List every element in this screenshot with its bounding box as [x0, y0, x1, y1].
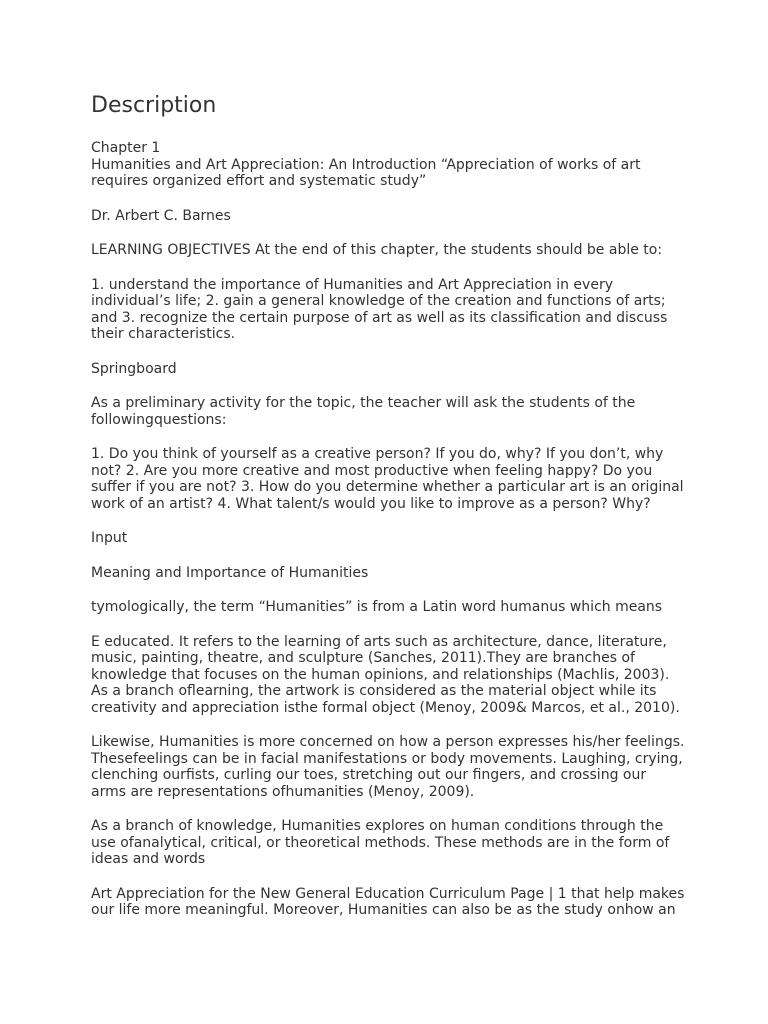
paragraph	[91, 395, 691, 428]
paragraph-line: As a branch of knowledge, Humanities explores on human conditions through the	[91, 818, 664, 834]
paragraph	[91, 446, 691, 512]
paragraph	[91, 565, 691, 582]
paragraph-line: knowledge that focuses on the human opinions, and relationships (Machlis, 2003).	[91, 666, 670, 683]
paragraph-line: LEARNING OBJECTIVES At the end of this chapter, the students should be able to:	[91, 242, 663, 258]
paragraph-line: our life more meaningful. Moreover, Humanities can also be as the study onhow an	[91, 902, 676, 918]
paragraph-line: suffer if you are not? 3. How do you determine whether a particular art is an original	[91, 479, 684, 495]
paragraph-line: Humanities and Art Appreciation: An Introduction “Appreciation of works of art	[91, 156, 641, 173]
paragraph	[91, 361, 691, 378]
paragraph	[91, 277, 691, 343]
paragraph-line: followingquestions:	[91, 411, 227, 428]
paragraph-line: 1. Do you think of yourself as a creative person? If you do, why? If you don’t, why	[91, 446, 664, 462]
paragraph	[91, 734, 691, 800]
paragraph-line: work of an artist? 4. What talent/s would you like to improve as a person? Why?	[91, 495, 651, 512]
paragraph-line: 1. understand the importance of Humanities and Art Appreciation in every	[91, 276, 613, 293]
paragraph-line: and 3. recognize the certain purpose of art as well as its classification and discuss	[91, 309, 668, 326]
paragraph-line: Likewise, Humanities is more concerned on how a person expresses his/her feelings.	[91, 734, 685, 750]
paragraph-line: creativity and appreciation isthe formal object (Menoy, 2009& Marcos, et al., 2010).	[91, 699, 680, 716]
document-page	[91, 92, 691, 937]
paragraph-line: their characteristics.	[91, 326, 236, 342]
paragraph-line: Springboard	[91, 360, 177, 377]
paragraph	[91, 242, 691, 259]
paragraph-line: E educated. It refers to the learning of arts such as architecture, dance, literature,	[91, 633, 667, 650]
paragraph	[91, 634, 691, 717]
paragraph-line: Thesefeelings can be in facial manifestations or body movements. Laughing, crying,	[91, 750, 683, 767]
paragraph-line: ideas and words	[91, 851, 206, 867]
paragraph-line: Meaning and Importance of Humanities	[91, 564, 369, 581]
paragraph-line: As a preliminary activity for the topic, the teacher will ask the students of the	[91, 395, 636, 411]
paragraph-line: music, painting, theatre, and sculpture (Sanches, 2011).They are branches of	[91, 650, 635, 666]
paragraph-line: not? 2. Are you more creative and most productive when feeling happy? Do you	[91, 462, 653, 479]
paragraph	[91, 599, 691, 616]
document-title: Description	[91, 93, 217, 118]
paragraph	[91, 140, 691, 190]
paragraph-line: clenching ourfists, curling our toes, stretching out our fingers, and crossing our	[91, 767, 647, 783]
paragraph-line: individual’s life; 2. gain a general knowledge of the creation and functions of arts;	[91, 293, 666, 309]
paragraph-line: Chapter 1	[91, 140, 161, 156]
paragraph	[91, 530, 691, 547]
paragraph-line: use ofanalytical, critical, or theoretical methods. These methods are in the form of	[91, 834, 670, 851]
paragraph	[91, 818, 691, 868]
paragraph-line: Art Appreciation for the New General Education Curriculum Page | 1 that help makes	[91, 885, 685, 902]
paragraph-line: tymologically, the term “Humanities” is from a Latin word humanus which means	[91, 599, 663, 615]
paragraph-line: As a branch oflearning, the artwork is considered as the material object while its	[91, 683, 657, 699]
paragraph-line: arms are representations ofhumanities (Menoy, 2009).	[91, 783, 475, 800]
paragraph-line: Input	[91, 530, 128, 546]
document-body	[91, 140, 691, 919]
paragraph	[91, 886, 691, 919]
paragraph-line: requires organized effort and systematic study”	[91, 173, 427, 189]
paragraph-line: Dr. Arbert C. Barnes	[91, 207, 231, 224]
paragraph	[91, 208, 691, 225]
